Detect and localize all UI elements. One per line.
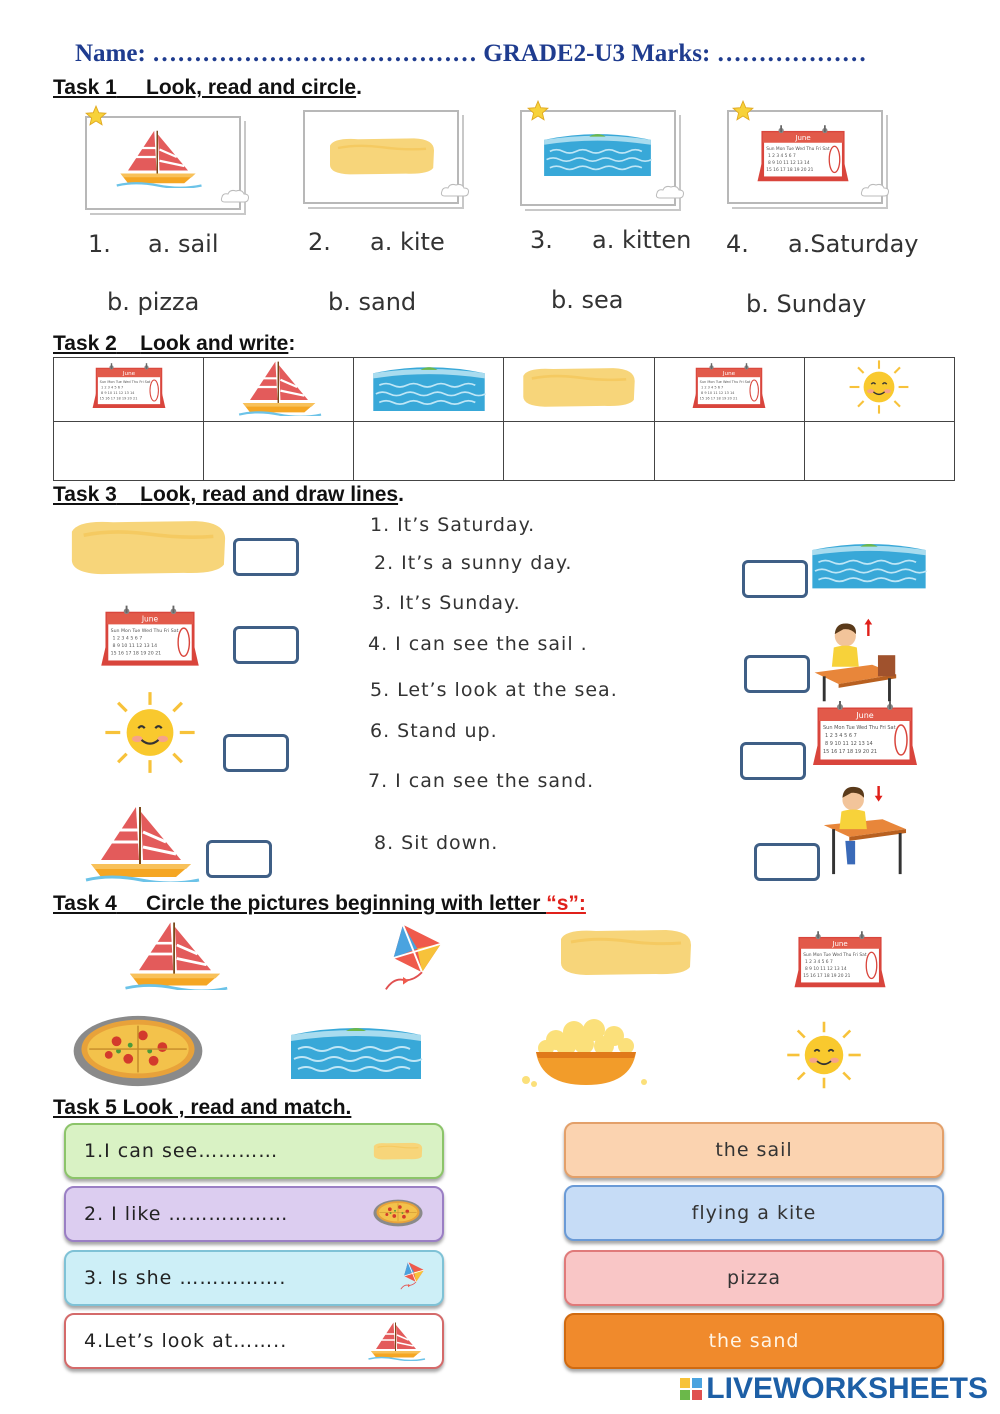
task5-left-item-4-text: 4.Let’s look at…….. <box>84 1330 288 1352</box>
task2-sand-picture <box>519 364 639 410</box>
task5-right-item-2[interactable] <box>564 1185 944 1241</box>
task2-cell-picture-2 <box>204 358 354 422</box>
task2-cell-picture-3 <box>353 358 503 422</box>
task4-title <box>53 892 586 916</box>
task3-sentence-2: 2. It’s a sunny day. <box>374 552 573 574</box>
task1-item-4-option-a[interactable]: a.Saturday <box>788 230 919 258</box>
task5-left-item-4[interactable] <box>64 1313 444 1369</box>
task1-item-4-option-b[interactable]: b. Sunday <box>746 290 867 318</box>
task2-sailboat-picture <box>234 358 324 416</box>
task5-right-item-4[interactable] <box>564 1313 944 1369</box>
header-name-grade-marks: Name: ………………………………… GRADE2-U3 Marks: ……………… <box>75 40 867 67</box>
task2-cell-picture-1 <box>54 358 204 422</box>
star-decoration-icon <box>732 100 754 122</box>
task3-left-box-4[interactable] <box>206 840 272 878</box>
task2-cell-picture-5 <box>654 358 804 422</box>
task1-item-3-option-b[interactable]: b. sea <box>551 286 624 314</box>
task3-title-end: . <box>398 483 404 506</box>
task2-answer-row <box>54 422 955 481</box>
task4-calendar-picture[interactable] <box>770 926 910 996</box>
task3-sentence-6: 6. Stand up. <box>370 720 498 742</box>
task4-pizza-picture[interactable] <box>68 1012 208 1090</box>
task4-title-letter: “s”: <box>546 892 586 915</box>
task1-title-label: Task 1 <box>53 76 117 99</box>
task5-kite-icon <box>392 1260 432 1292</box>
task5-right-item-1[interactable] <box>564 1122 944 1178</box>
task3-title <box>53 483 404 507</box>
task5-left-item-1-text: 1.I can see………… <box>84 1140 279 1162</box>
liveworksheets-brand[interactable] <box>680 1372 988 1406</box>
task4-sun-picture[interactable] <box>760 1020 888 1090</box>
task3-sentence-3: 3. It’s Sunday. <box>372 592 521 614</box>
task2-calendar-saturday-picture <box>74 359 184 415</box>
task2-cell-picture-6 <box>804 358 954 422</box>
task5-right-item-3-text: pizza <box>727 1267 781 1289</box>
task5-right-item-2-text: flying a kite <box>691 1202 817 1224</box>
task3-title-text: Look, read and draw lines <box>140 483 399 506</box>
task3-sentence-4: 4. I can see the sail . <box>368 633 588 655</box>
task1-item-1-number: 1. <box>88 230 111 258</box>
task2-calendar-sunday-picture <box>674 359 784 415</box>
task5-left-item-3-text: 3. Is she ……………. <box>84 1267 287 1289</box>
task1-item-4-number: 4. <box>726 230 749 258</box>
task5-right-item-4-text: the sand <box>708 1330 800 1352</box>
task5-right-item-1-text: the sail <box>715 1139 793 1161</box>
task3-left-box-1[interactable] <box>233 538 299 576</box>
task1-sea-picture <box>540 128 655 178</box>
task2-title-label: Task 2 <box>53 332 117 355</box>
task2-answer-cell-2[interactable] <box>204 422 354 481</box>
task1-title-end: . <box>356 76 362 99</box>
task4-kite-picture[interactable] <box>365 920 460 996</box>
task1-sand-picture <box>326 135 438 177</box>
task1-item-1-option-b[interactable]: b. pizza <box>107 288 200 316</box>
star-decoration-icon <box>85 105 107 127</box>
liveworksheets-logo-icon <box>680 1378 702 1400</box>
task5-right-item-3[interactable] <box>564 1250 944 1306</box>
task5-title-text: Task 5 Look , read and match. <box>53 1096 352 1119</box>
task4-sea-picture[interactable] <box>286 1018 426 1084</box>
task3-boy-stand-up-picture <box>805 615 901 705</box>
cloud-decoration-icon <box>220 188 250 204</box>
task3-left-box-3[interactable] <box>223 734 289 772</box>
task3-sentence-8: 8. Sit down. <box>374 832 499 854</box>
task5-title <box>53 1096 351 1120</box>
task1-item-2-option-a[interactable]: a. kite <box>370 228 445 256</box>
task2-sun-picture <box>829 359 929 415</box>
task1-item-3-option-a[interactable]: a. kitten <box>592 226 692 254</box>
task5-left-item-1[interactable] <box>64 1123 444 1179</box>
task3-sentence-7: 7. I can see the sand. <box>368 770 595 792</box>
task3-sentence-5: 5. Let’s look at the sea. <box>370 679 618 701</box>
task5-sailboat-icon <box>366 1319 426 1361</box>
task1-title-text: Look, read and circle <box>146 76 357 99</box>
task3-sand-picture <box>66 514 231 580</box>
task5-sand-icon <box>372 1133 424 1169</box>
cloud-decoration-icon <box>655 184 685 200</box>
task2-picture-row <box>54 358 955 422</box>
cloud-decoration-icon <box>860 182 890 198</box>
task1-item-3-number: 3. <box>530 226 553 254</box>
task2-answer-cell-6[interactable] <box>804 422 954 481</box>
task3-calendar-picture <box>70 600 230 675</box>
task1-item-2-option-b[interactable]: b. sand <box>328 288 417 316</box>
task3-boy-sit-down-picture <box>812 786 910 879</box>
task1-item-1-option-a[interactable]: a. sail <box>148 230 219 258</box>
task1-sailboat-picture <box>113 126 203 188</box>
star-decoration-icon <box>527 100 549 122</box>
task2-table <box>53 357 955 481</box>
task2-title <box>53 332 295 356</box>
task2-sea-picture <box>369 360 489 414</box>
task2-title-text: Look and write <box>140 332 289 355</box>
task3-right-box-2[interactable] <box>744 655 810 693</box>
task4-popcorn-picture[interactable] <box>516 1010 656 1090</box>
task3-sea-picture <box>808 530 930 598</box>
task3-right-calendar-picture <box>800 695 930 775</box>
liveworksheets-brand-text: LIVEWORKSHEETS <box>706 1372 988 1405</box>
task5-left-item-2[interactable] <box>64 1186 444 1242</box>
task2-answer-cell-4[interactable] <box>504 422 654 481</box>
task1-calendar-picture <box>748 120 858 190</box>
task5-pizza-icon <box>372 1196 424 1230</box>
task3-right-box-3[interactable] <box>740 742 806 780</box>
task2-cell-picture-4 <box>504 358 654 422</box>
task1-item-2-number: 2. <box>308 228 331 256</box>
task3-right-box-1[interactable] <box>742 560 808 598</box>
task3-title-label: Task 3 <box>53 483 117 506</box>
task5-left-item-2-text: 2. I like ……………… <box>84 1203 289 1225</box>
task3-left-box-2[interactable] <box>233 626 299 664</box>
task2-answer-cell-1[interactable] <box>54 422 204 481</box>
task3-sailboat-picture <box>76 802 206 882</box>
task2-title-end: : <box>288 332 296 355</box>
task2-answer-cell-5[interactable] <box>654 422 804 481</box>
task5-left-item-3[interactable] <box>64 1250 444 1306</box>
task4-title-text: Circle the pictures beginning with letter <box>146 892 547 915</box>
task3-sun-picture <box>80 690 220 775</box>
cloud-decoration-icon <box>440 182 470 198</box>
task3-right-box-4[interactable] <box>754 843 820 881</box>
task4-sailboat-picture[interactable] <box>120 918 230 990</box>
task4-sand-picture[interactable] <box>556 926 696 978</box>
task4-title-label: Task 4 <box>53 892 117 915</box>
task1-title <box>53 76 362 100</box>
task3-sentence-1: 1. It’s Saturday. <box>370 514 536 536</box>
task2-answer-cell-3[interactable] <box>353 422 503 481</box>
